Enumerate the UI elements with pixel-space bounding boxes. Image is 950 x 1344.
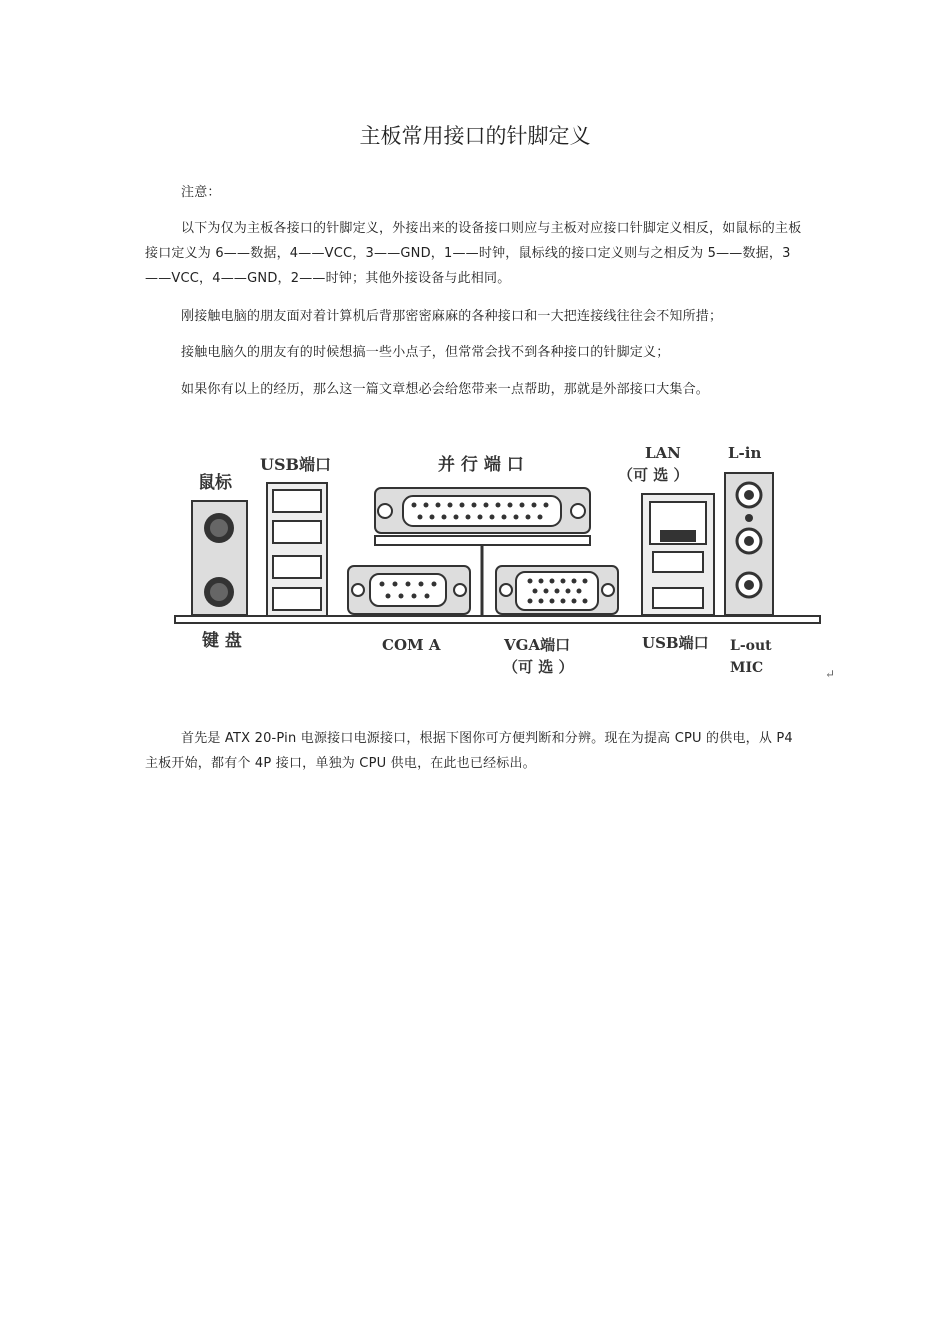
label-usb-top: USB端口 <box>260 455 332 474</box>
label-keyboard: 键 盘 <box>202 631 242 651</box>
page-title: 主板常用接口的针脚定义 <box>359 124 591 148</box>
return-mark: ↵ <box>825 667 836 681</box>
paragraph-beginners: 刚接触电脑的朋友面对着计算机后背那密密麻麻的各种接口和一大把连接线往往会不知所措； <box>181 309 723 324</box>
com-port <box>348 566 470 614</box>
label-vga-optional: （可 选 ） <box>503 658 574 676</box>
note-label: 注意： <box>181 185 221 200</box>
paragraph-experienced: 接触电脑久的朋友有的时候想搞一些小点子，但常常会找不到各种接口的针脚定义； <box>181 345 670 360</box>
paragraph-collection: 如果你有以上的经历，那么这一篇文章想必会给您带来一点帮助，那就是外部接口大集合。 <box>181 382 710 397</box>
label-parallel: 并 行 端 口 <box>438 455 524 475</box>
label-usb-bottom: USB端口 <box>642 634 709 652</box>
label-mic: MIC <box>730 660 764 676</box>
label-line-out: L-out <box>730 638 772 654</box>
label-vga: VGA端口 <box>504 636 571 654</box>
lan-usb-stack <box>642 494 714 615</box>
audio-jacks <box>725 473 773 615</box>
paragraph-atx-power: 首先是 ATX 20-Pin 电源接口电源接口，根据下图你可方便判断和分辨。现在为提高 CPU 的供电，从 P4 主板开始，都有个 4P 接口，单独为 CPU 供电，在此也已经标出。 <box>145 731 793 771</box>
paragraph-pin-definition: 以下为仅为主板各接口的针脚定义，外接出来的设备接口则应与主板对应接口针脚定义相反，如鼠标的主板接口定义为 6——数据，4——VCC，3——GND，1——时钟，鼠标线的接口定义则与之相反为 5——数据，3——VCC，4——GND，2——时钟；其他外接设备与此相同。 <box>145 221 802 286</box>
label-com: COM A <box>382 636 441 654</box>
vga-port <box>496 566 618 614</box>
label-lan: LAN <box>645 444 681 462</box>
ps2-ports <box>192 501 247 615</box>
label-mouse: 鼠标 <box>198 473 232 493</box>
panel-base <box>175 616 820 623</box>
io-panel-diagram <box>170 438 840 688</box>
label-line-in: L-in <box>728 444 762 462</box>
label-lan-optional: （可 选 ） <box>618 466 689 484</box>
usb-stack-left <box>267 483 327 616</box>
